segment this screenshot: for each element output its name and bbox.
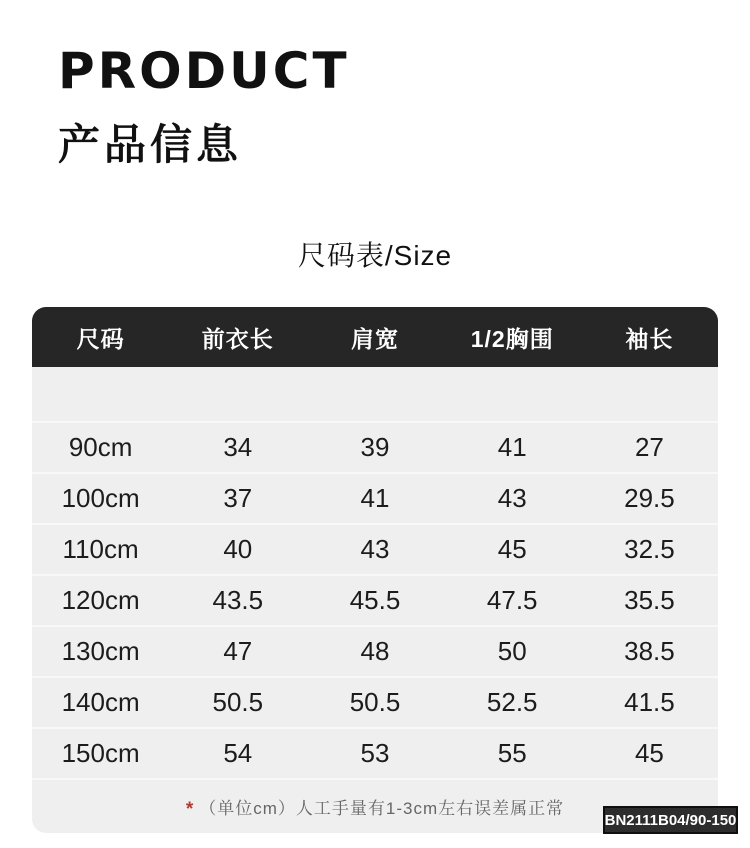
cell-shoulder-width: 45.5 bbox=[349, 585, 401, 615]
cell-half-chest: 45 bbox=[497, 534, 527, 564]
cell-front-length: 47 bbox=[223, 636, 253, 666]
cell-sleeve-length: 41.5 bbox=[624, 687, 675, 717]
note-text: （单位cm）人工手量有1-3cm左右误差属正常 bbox=[199, 799, 565, 818]
cell-half-chest: 50 bbox=[497, 636, 527, 666]
page-title-english: PRODUCT bbox=[58, 42, 350, 100]
cell-front-length: 43.5 bbox=[212, 585, 264, 615]
column-header-shoulder-width: 肩宽 bbox=[351, 325, 399, 352]
cell-sleeve-length: 29.5 bbox=[624, 483, 675, 513]
table-row bbox=[32, 574, 718, 625]
cell-shoulder-width: 43 bbox=[360, 534, 390, 564]
cell-shoulder-width: 50.5 bbox=[349, 687, 401, 717]
cell-shoulder-width: 48 bbox=[360, 636, 390, 666]
cell-half-chest: 47.5 bbox=[486, 585, 538, 615]
column-header-front-length: 前衣长 bbox=[201, 325, 274, 352]
cell-front-length: 34 bbox=[223, 432, 253, 462]
table-body bbox=[32, 367, 718, 833]
sku-badge: BN2111B04/90-150 bbox=[603, 806, 738, 834]
cell-shoulder-width: 53 bbox=[360, 738, 390, 768]
cell-sleeve-length: 32.5 bbox=[624, 534, 675, 564]
table-row bbox=[32, 676, 718, 727]
cell-size: 90cm bbox=[68, 432, 133, 462]
cell-shoulder-width: 39 bbox=[360, 432, 390, 462]
cell-front-length: 50.5 bbox=[212, 687, 264, 717]
cell-front-length: 54 bbox=[223, 738, 253, 768]
size-chart-table bbox=[32, 307, 718, 833]
column-header-size: 尺码 bbox=[76, 325, 125, 352]
cell-sleeve-length: 45 bbox=[634, 738, 664, 768]
table-row bbox=[32, 472, 718, 523]
cell-size: 120cm bbox=[61, 585, 140, 615]
cell-size: 130cm bbox=[61, 636, 140, 666]
cell-half-chest: 41 bbox=[497, 432, 527, 462]
cell-half-chest: 43 bbox=[497, 483, 527, 513]
table-row bbox=[32, 421, 718, 472]
cell-half-chest: 55 bbox=[497, 738, 527, 768]
cell-sleeve-length: 38.5 bbox=[624, 636, 675, 666]
column-header-sleeve-length: 袖长 bbox=[625, 325, 674, 352]
cell-size: 110cm bbox=[62, 534, 139, 564]
page-title-chinese: 产品信息 bbox=[58, 120, 243, 169]
cell-size: 150cm bbox=[61, 738, 140, 768]
table-row bbox=[32, 523, 718, 574]
cell-front-length: 40 bbox=[223, 534, 253, 564]
table-row bbox=[32, 625, 718, 676]
cell-size: 140cm bbox=[61, 687, 140, 717]
cell-size: 100cm bbox=[61, 483, 140, 513]
table-header-row bbox=[32, 307, 718, 367]
column-header-half-chest: 1/2胸围 bbox=[470, 325, 554, 352]
cell-shoulder-width: 41 bbox=[360, 483, 390, 513]
table-row bbox=[32, 727, 718, 778]
cell-sleeve-length: 35.5 bbox=[624, 585, 675, 615]
cell-front-length: 37 bbox=[223, 483, 253, 513]
cell-half-chest: 52.5 bbox=[486, 687, 538, 717]
size-chart-subtitle: 尺码表/Size bbox=[297, 240, 453, 271]
cell-sleeve-length: 27 bbox=[634, 432, 664, 462]
note-asterisk: * bbox=[185, 798, 195, 820]
